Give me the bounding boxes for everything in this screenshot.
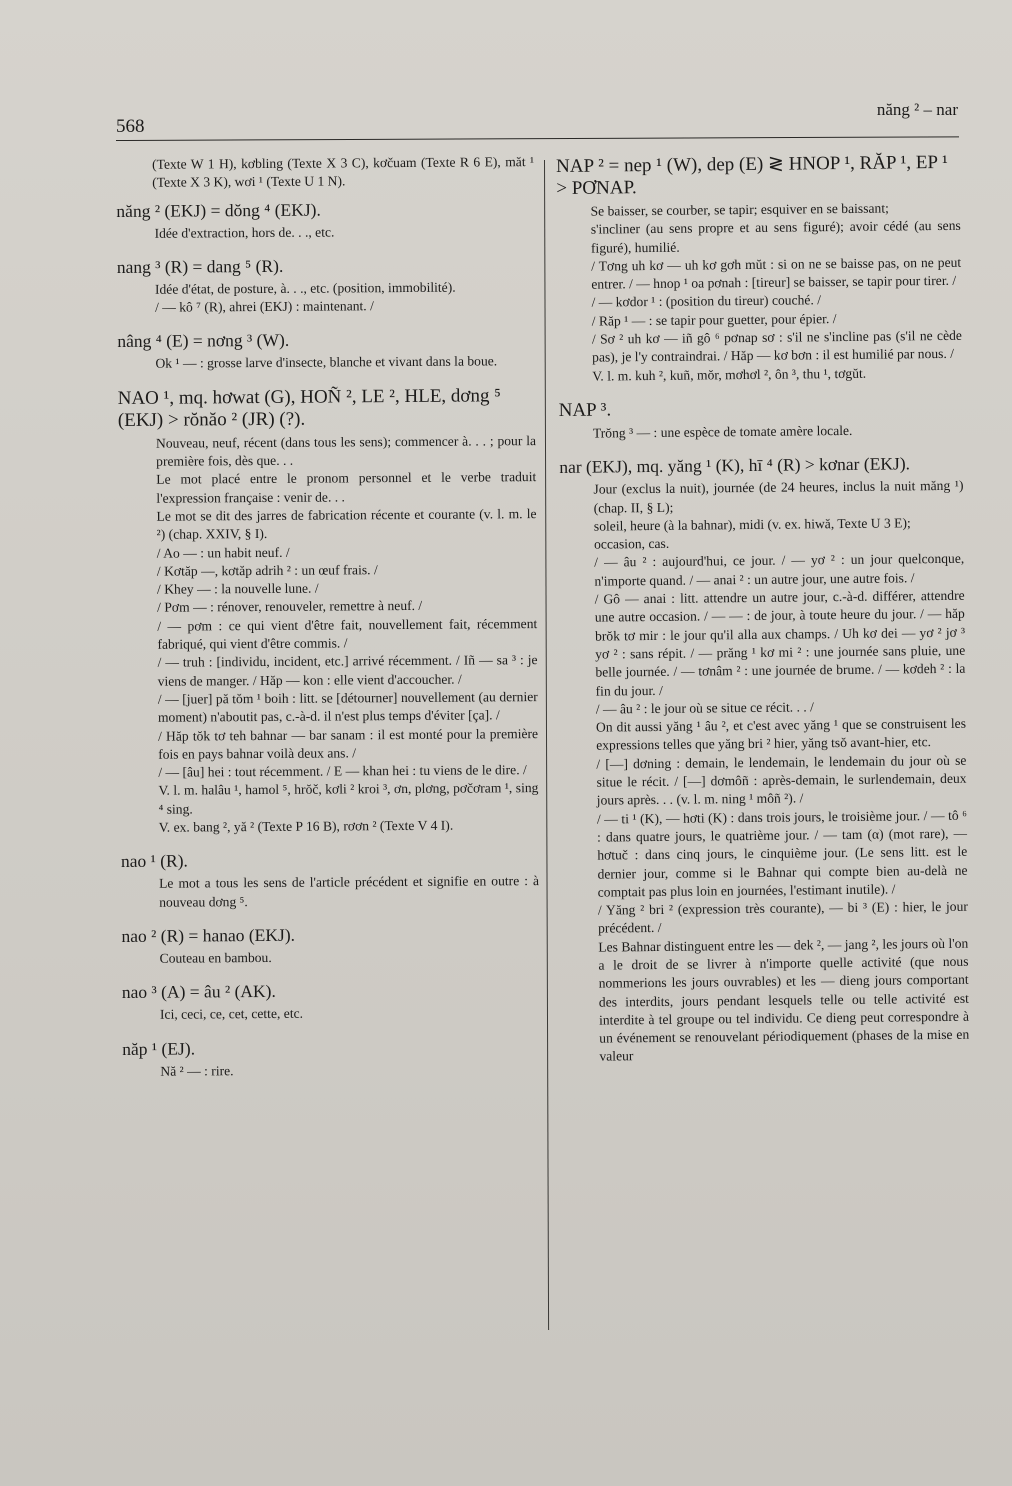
- entry-headword: năp ¹ (EJ).: [122, 1037, 196, 1059]
- entry-body: [122, 947, 540, 968]
- entry-paragraph: Le mot placé entre le pronom personnel et le verbe traduit l'expression française : venir de. . .: [156, 469, 537, 506]
- entry-body: [117, 278, 535, 318]
- page-number: 568: [116, 116, 145, 137]
- entry-paragraph: / — ti ¹ (K), — hơti (K) : dans trois jours, le troisième jour. / — tô ⁶ : dans quatre jours, le quatrième jour. / — tam (α) (mot rare), — hơtuč : dans cinq jours, le cinquième jour. (Le sens litt. est le dernier jour, comme si le Bahnar qui compte bien au-delà ne comptait pas plus loin en journées, l'estimant inutile). /: [596, 807, 968, 900]
- entry-body: [122, 1060, 540, 1081]
- entry-paragraph: Jour (exclus la nuit), journée (de 24 heures, inclus la nuit măng ¹) (chap. II, § L);: [593, 478, 964, 516]
- entry-headword: nâng ⁴ (E) = nơng ³ (W).: [117, 330, 290, 352]
- entry-nao3: [122, 979, 540, 1024]
- entry-paragraph: Le mot a tous les sens de l'article précédent et signifie en outre : à nouveau dơng ⁵.: [159, 873, 540, 910]
- entry-body: [116, 222, 534, 243]
- entry-paragraph: s'incliner (au sens propre et au sens figuré); avoir cédé (au sens figuré), humilié.: [590, 218, 961, 256]
- entry-paragraph: Ici, ceci, ce, cet, cette, etc.: [159, 1005, 304, 1022]
- entry-paragraph: / — [âu] hei : tout récemment. / E — khan hei : tu viens de le dire. /: [158, 762, 527, 780]
- entry-paragraph: Se baisser, se courber, se tapir; esquiver en se baissant;: [590, 200, 889, 219]
- entry-body: [559, 421, 963, 444]
- entry-paragraph: V. l. m. halâu ¹, hamol ⁵, hrŏč, kơli ² kroi ³, ơn, plơng, pơčơram ¹, sing ⁴ sing.: [158, 780, 539, 817]
- running-head: năng ² – nar: [876, 100, 958, 119]
- column-divider: [544, 160, 549, 1330]
- entry-nang2: [116, 198, 534, 243]
- entry-nap3: [559, 396, 963, 444]
- entry-paragraph: On dit aussi yăng ¹ âu ², et c'est avec yăng ¹ que se construisent les expressions telles que yăng bri ² hier, yăng tsŏ avant-hier, etc.: [595, 715, 967, 754]
- entry-body: [116, 153, 534, 193]
- entry-paragraph: / Kơtăp —, kơtăp adrih ² : un œuf frais. /: [156, 562, 378, 579]
- left-column: [116, 153, 542, 1331]
- header-rule: [116, 136, 959, 141]
- entry-nap1: [122, 1036, 540, 1081]
- entry-paragraph: / — truh : [individu, incident, etc.] arrivé récemment. / Iñ — sa ³ : je viens de manger. / Hăp — kon : elle vient d'accoucher. /: [157, 652, 538, 689]
- entry-body: [117, 353, 535, 374]
- entry-body: [556, 199, 962, 386]
- entry-paragraph: / — kơdor ¹ : (position du tireur) couché. /: [591, 292, 822, 311]
- entry-continuation: [116, 153, 534, 193]
- entry-paragraph: Ok ¹ — : grosse larve d'insecte, blanche et vivant dans la boue.: [155, 353, 498, 372]
- entry-paragraph: / Ao — : un habit neuf. /: [156, 544, 290, 561]
- entry-paragraph: / Răp ¹ — : se tapir pour guetter, pour épier. /: [591, 310, 837, 329]
- entry-paragraph: Les Bahnar distinguent entre les — dek ², — jang ², les jours où l'on a le droit de se livrer à n'importe quelle activité (que nous nommerions les jours ouvrables) et les — dieng jours comportant des interdits, jours pendant lesquels telle ou telle activité est interdite à tel groupe ou tel individu. Ce dieng peut correspondre à un événement se renouvelant périodiquement (phases de la mise en valeur: [598, 935, 970, 1065]
- entry-paragraph: V. l. m. kuh ², kuñ, mŏr, mơhơl ², ôn ³, thu ¹, tơgŭt.: [592, 365, 867, 384]
- entry-paragraph: / — pơm : ce qui vient d'être fait, nouvellement fait, récemment fabriqué, qui vient d'être commis. /: [157, 615, 538, 652]
- entry-body: [121, 872, 539, 912]
- entry-body: [122, 1003, 540, 1024]
- entry-paragraph: Le mot se dit des jarres de fabrication récente et courante (v. l. m. le ²) (chap. XXIV, § I).: [156, 506, 537, 542]
- entry-headword: năng ² (EKJ) = dŏng ⁴ (EKJ).: [116, 199, 321, 221]
- entry-headword: nar (EKJ), mq. yăng ¹ (K), hī ⁴ (R) > kơnar (EKJ).: [559, 453, 911, 478]
- entry-paragraph: Trŏng ³ — : une espèce de tomate amère locale.: [592, 422, 853, 441]
- entry-paragraph: / — âu ² : le jour où se situe ce récit. . . /: [595, 699, 814, 717]
- entry-body: [559, 477, 969, 1067]
- entry-nar: [559, 453, 969, 1067]
- entry-paragraph: Nouveau, neuf, récent (dans tous les sens); commencer à. . . ; pour la première fois, dès que. . .: [155, 432, 537, 469]
- entry-paragraph: / Sơ ² uh kơ — iñ gô ⁶ pơnap sơ : s'il ne s'incline pas (s'il ne cède pas), je l'y contraindrai. / Hăp — kơ bơn : il est humilié par nous. /: [591, 327, 962, 366]
- entry-headword: NAP ³.: [558, 399, 612, 421]
- right-column: [556, 152, 972, 1331]
- entry-paragraph: / Gô — anai : litt. attendre un autre jour, c.-à-d. différer, attendre une autre occasion. / — — : de jour, à toute heure du jour. / — hăp brŏk tơ mir : le jour qu'il alla aux champs. / Uh kơ dei — yơ ² jơ ³ yơ ² : sans répit. / — prăng ¹ kơ mi ² : une journée sans pluie, une belle journée. / — tơnâm ² : une journée de brume. / — kơdeh ² : la fin du jour. /: [594, 587, 966, 699]
- entry-paragraph: Idée d'état, de posture, à. . ., etc. (position, immobilité).: [154, 279, 456, 297]
- entry-paragraph: occasion, cas.: [593, 535, 670, 552]
- entry-paragraph: / Khey — : la nouvelle lune. /: [156, 580, 319, 597]
- entry-paragraph: V. ex. bang ², yă ² (Texte P 16 B), rơơn ² (Texte V 4 I).: [158, 817, 454, 835]
- entry-nang3: [117, 254, 535, 318]
- entry-paragraph: soleil, heure (à la bahnar), midi (v. ex. hiwă, Texte U 3 E);: [593, 515, 911, 534]
- entry-paragraph: Nă ² — : rire.: [160, 1062, 234, 1079]
- entry-headword: nao ² (R) = hanao (EKJ).: [121, 924, 296, 946]
- entry-paragraph: / Tơng uh kơ — uh kơ gơh mŭt : si on ne se baisse pas, on ne peut entrer. / — hnop ¹ oa pơnah : [tireur] se baisser, se tapir pour tirer. /: [591, 254, 962, 292]
- entry-paragraph: / — âu ² : aujourd'hui, ce jour. / — yơ ² : un jour quelconque, n'importe quand. / — anai ² : un autre jour, une autre fois. /: [594, 551, 965, 589]
- entry-paragraph: Idée d'extraction, hors de. . ., etc.: [154, 224, 335, 241]
- entry-headword: nao ³ (A) = âu ² (AK).: [121, 981, 276, 1003]
- entry-paragraph: / Pơm — : rénover, renouveler, remettre à neuf. /: [157, 598, 423, 616]
- entry-paragraph: / Yăng ² bri ² (expression très courante), — bi ³ (E) : hier, le jour précédent. /: [597, 898, 968, 936]
- entry-nao2: [121, 923, 539, 968]
- entry-nao1: [118, 385, 539, 837]
- entry-paragraph: / — [juer] pă tŏm ¹ boih : litt. se [détourner] nouvellement (au dernier moment) n'aboutit pas, c.-à-d. il n'est plus temps d'éviter [ça]. /: [157, 689, 538, 725]
- entry-headword: NAO ¹, mq. hơwat (G), HOÑ ², LE ², HLE, dơng ⁵ (EKJ) > rŏnăo ² (JR) (?).: [117, 385, 501, 431]
- entry-headword: nang ³ (R) = dang ⁵ (R).: [116, 255, 284, 277]
- entry-nang4: [117, 329, 535, 374]
- entry-paragraph: / Hăp tŏk tơ teh bahnar — bar sanam : il est monté pour la première fois en pays bahnar voilà deux ans. /: [157, 725, 539, 762]
- entry-paragraph: / — kô ⁷ (R), ahrei (EKJ) : maintenant. /: [155, 298, 374, 315]
- entry-nao1-r: [121, 848, 539, 912]
- entry-paragraph: / [—] dơning : demain, le lendemain, le lendemain du jour où se situe le récit. / [—] dơmôñ : après-demain, le surlendemain, deux jours après. . . (v. l. m. ning ¹ môñ ²). /: [596, 752, 967, 808]
- entry-nap2: [556, 152, 962, 386]
- entry-headword: nao ¹ (R).: [120, 850, 188, 872]
- entry-paragraph: Couteau en bambou.: [159, 949, 272, 966]
- entry-headword: NAP ² = nep ¹ (W), dep (E) ≷ HNOP ¹, RĂP ¹, EP ¹ > PƠNAP.: [556, 151, 948, 199]
- entry-body: [118, 432, 539, 837]
- entry-paragraph: (Texte W 1 H), kơbling (Texte X 3 C), kơčuam (Texte R 6 E), măt ¹ (Texte X 3 K), wơi ¹ (Texte U 1 N).: [152, 154, 535, 191]
